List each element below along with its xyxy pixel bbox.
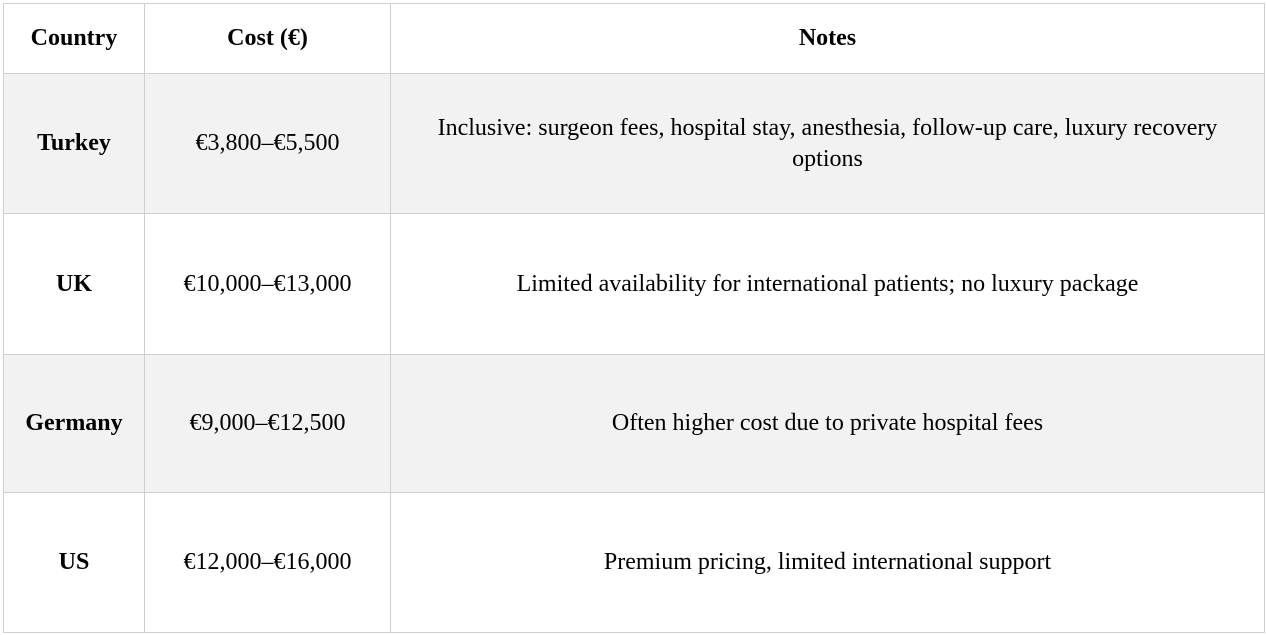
notes-cell: Limited availability for international patients; no luxury package [391,214,1265,355]
table-row [4,74,1265,214]
country-cell: Germany [4,355,145,493]
notes-cell: Often higher cost due to private hospital fees [391,355,1265,493]
table-row [4,493,1265,633]
table-body [4,74,1265,633]
country-cell: Turkey [4,74,145,214]
cost-cell: €12,000–€16,000 [145,493,391,633]
table-header [4,4,1265,74]
country-cell: UK [4,214,145,355]
cost-cell: €3,800–€5,500 [145,74,391,214]
cost-cell: €9,000–€12,500 [145,355,391,493]
header-country: Country [4,4,145,74]
notes-cell: Inclusive: surgeon fees, hospital stay, anesthesia, follow-up care, luxury recovery options [391,74,1265,214]
table-row [4,355,1265,493]
table-row [4,214,1265,355]
country-cell: US [4,493,145,633]
header-notes: Notes [391,4,1265,74]
cost-cell: €10,000–€13,000 [145,214,391,355]
header-cost: Cost (€) [145,4,391,74]
header-row [4,4,1265,74]
notes-cell: Premium pricing, limited international support [391,493,1265,633]
cost-comparison-table [3,3,1265,633]
